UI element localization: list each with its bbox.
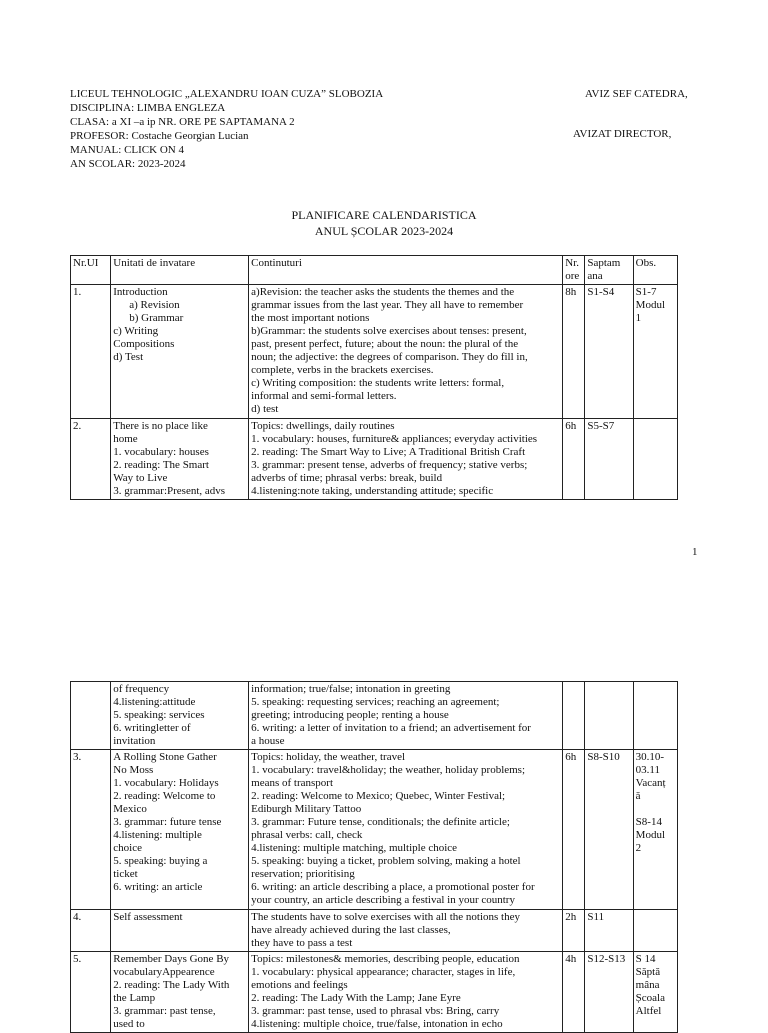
cell-line: a)Revision: the teacher asks the students the themes and the [251, 286, 515, 298]
cell-line: past, present perfect, future; about the noun: the plural of the [251, 338, 519, 350]
cell-line: 5. speaking: buying a ticket, problem solving, making a hotel [251, 855, 521, 867]
cell-obs [633, 285, 677, 419]
header-line: MANUAL: CLICK ON 4 [70, 144, 184, 156]
cell-unit [111, 910, 249, 952]
planning-table-page-1 [70, 255, 678, 500]
header-saptamana: Saptam ana [585, 256, 633, 285]
cell-line: No Moss [113, 764, 154, 776]
cell-line: d) test [251, 403, 279, 415]
table-row [71, 910, 678, 952]
cell-hours: 6h [563, 750, 585, 910]
header-line: PROFESOR: Costache Georgian Lucian [70, 130, 249, 142]
cell-line: Remember Days Gone By [113, 953, 230, 965]
cell-line: ticket [113, 868, 138, 880]
cell-hours: 4h [563, 952, 585, 1033]
cell-unit [111, 285, 249, 419]
cell-weeks: S8-S10 [585, 750, 633, 910]
cell-line: 4.listening: multiple choice, true/false, intonation in echo [251, 1018, 503, 1030]
cell-line: Way to Live [113, 472, 168, 484]
cell-line: Topics: milestones& memories, describing people, education [251, 953, 520, 965]
cell-content [249, 682, 563, 750]
table-row [71, 285, 678, 419]
cell-line: ă [635, 790, 641, 802]
cell-unit [111, 750, 249, 910]
cell-line: mâna [635, 979, 660, 991]
cell-line: Mexico [113, 803, 147, 815]
cell-hours: 2h [563, 910, 585, 952]
cell-line: S8-14 [635, 816, 662, 828]
cell-line: 1 [635, 312, 642, 324]
cell-line: grammar issues from the last year. They all have to remember [251, 299, 524, 311]
cell-line: Compositions [113, 338, 175, 350]
cell-line: reservation; prioritising [251, 868, 355, 880]
cell-line: Introduction [113, 286, 168, 298]
cell-nr: 4. [71, 910, 111, 952]
cell-line: Săptă [635, 966, 661, 978]
cell-line: 2. reading: Welcome to [113, 790, 216, 802]
cell-line: 1. vocabulary: physical appearance; character, stages in life, [251, 966, 516, 978]
planning-table-page-2 [70, 681, 678, 1033]
cell-line: 03.11 [635, 764, 661, 776]
cell-unit [111, 682, 249, 750]
cell-line: adverbs of time; phrasal verbs: break, build [251, 472, 443, 484]
cell-line: 3. grammar:Present, advs [113, 485, 226, 497]
cell-line: the most important notions [251, 312, 370, 324]
cell-content [249, 285, 563, 419]
cell-line: choice [113, 842, 142, 854]
table-row [71, 750, 678, 910]
cell-obs [633, 910, 677, 952]
cell-line: they have to pass a test [251, 937, 353, 949]
cell-content [249, 910, 563, 952]
cell-line: 4.listening:attitude [113, 696, 196, 708]
cell-line: a) Revision [129, 299, 180, 311]
cell-line: c) Writing [113, 325, 159, 337]
cell-line: used to [113, 1018, 145, 1030]
cell-line: 5. speaking: buying a [113, 855, 208, 867]
cell-line: 1. vocabulary: houses, furniture& appliances; everyday activities [251, 433, 538, 445]
cell-weeks [585, 682, 633, 750]
cell-content [249, 750, 563, 910]
table-row [71, 952, 678, 1033]
cell-line: 30.10- [635, 751, 665, 763]
cell-line: home [113, 433, 138, 445]
cell-obs [633, 682, 677, 750]
cell-content [249, 952, 563, 1033]
cell-line: 2. reading: Welcome to Mexico; Quebec, Winter Festival; [251, 790, 506, 802]
cell-line: Self assessment [113, 911, 183, 923]
cell-line: 6. writingletter of [113, 722, 191, 734]
avizat-director: AVIZAT DIRECTOR, [573, 128, 672, 140]
cell-nr: 2. [71, 419, 111, 500]
cell-line: The students have to solve exercises with all the notions they [251, 911, 520, 923]
cell-line: b) Grammar [129, 312, 184, 324]
cell-line: means of transport [251, 777, 334, 789]
cell-line: b)Grammar: the students solve exercises about tenses: present, [251, 325, 527, 337]
cell-hours: 6h [563, 419, 585, 500]
cell-line: S 14 [635, 953, 656, 965]
cell-weeks: S5-S7 [585, 419, 633, 500]
table-row [71, 682, 678, 750]
cell-line: Topics: holiday, the weather, travel [251, 751, 406, 763]
cell-line: 2 [635, 842, 642, 854]
cell-line: Vacanț [635, 777, 666, 789]
header-nr-ore: Nr. ore [563, 256, 585, 285]
cell-line: 3. grammar: future tense [113, 816, 222, 828]
header-line: LICEUL TEHNOLOGIC „ALEXANDRU IOAN CUZA” SLOBOZIA [70, 88, 384, 100]
cell-line: Ediburgh Military Tattoo [251, 803, 362, 815]
header-obs: Obs. [633, 256, 677, 285]
header-continuturi: Continuturi [249, 256, 563, 285]
cell-line: A Rolling Stone Gather [113, 751, 217, 763]
cell-obs [633, 952, 677, 1033]
cell-line: emotions and feelings [251, 979, 348, 991]
cell-line: 5. speaking: services [113, 709, 205, 721]
cell-unit [111, 952, 249, 1033]
cell-line: 3. grammar: past tense, used to phrasal vbs: Bring, carry [251, 1005, 500, 1017]
cell-line: c) Writing composition: the students write letters: formal, [251, 377, 505, 389]
cell-line: There is no place like [113, 420, 208, 432]
cell-nr: 5. [71, 952, 111, 1033]
cell-line: phrasal verbs: call, check [251, 829, 363, 841]
cell-weeks: S12-S13 [585, 952, 633, 1033]
cell-line: d) Test [113, 351, 144, 363]
school-header [70, 87, 490, 171]
cell-line: Altfel [635, 1005, 662, 1017]
cell-hours: 8h [563, 285, 585, 419]
aviz-sef-catedra: AVIZ SEF CATEDRA, [585, 88, 688, 100]
cell-hours [563, 682, 585, 750]
cell-nr [71, 682, 111, 750]
document-subtitle: ANUL ȘCOLAR 2023-2024 [314, 224, 454, 238]
cell-line: 4.listening: multiple [113, 829, 202, 841]
header-line: DISCIPLINA: LIMBA ENGLEZA [70, 102, 226, 114]
cell-line: 4.listening: multiple matching, multiple choice [251, 842, 458, 854]
cell-line: 6. writing: a letter of invitation to a friend; an advertisement for [251, 722, 531, 734]
cell-content [249, 419, 563, 500]
cell-line: have already achieved during the last classes, [251, 924, 451, 936]
cell-line: 2. reading: The Smart Way to Live; A Traditional British Craft [251, 446, 526, 458]
cell-line: 2. reading: The Lady With the Lamp; Jane Eyre [251, 992, 461, 1004]
cell-nr: 3. [71, 750, 111, 910]
cell-obs [633, 750, 677, 910]
cell-line: 2. reading: The Lady With [113, 979, 230, 991]
cell-line: 4.listening:note taking, understanding attitude; specific [251, 485, 494, 497]
page-number: 1 [692, 546, 698, 558]
cell-line: Topics: dwellings, daily routines [251, 420, 395, 432]
cell-line: 2. reading: The Smart [113, 459, 209, 471]
header-line: AN SCOLAR: 2023-2024 [70, 158, 186, 170]
document-title: PLANIFICARE CALENDARISTICA [291, 208, 477, 222]
cell-line: Școala [635, 992, 665, 1004]
cell-line: S1-7 [635, 286, 657, 298]
header-nr-ui: Nr.UI [71, 256, 111, 285]
table-row [71, 419, 678, 500]
cell-line: complete, verbs in the brackets exercises. [251, 364, 434, 376]
cell-nr: 1. [71, 285, 111, 419]
cell-line [636, 803, 675, 816]
cell-weeks: S1-S4 [585, 285, 633, 419]
cell-line: invitation [113, 735, 156, 747]
cell-line: the Lamp [113, 992, 156, 1004]
cell-line: greeting; introducing people; renting a house [251, 709, 449, 721]
header-unitati: Unitati de invatare [111, 256, 249, 285]
table-header-row [71, 256, 678, 285]
cell-line: 6. writing: an article [113, 881, 203, 893]
cell-obs [633, 419, 677, 500]
cell-line: of frequency [113, 683, 170, 695]
cell-line: Modul [635, 299, 666, 311]
cell-line: 3. grammar: present tense, adverbs of frequency; stative verbs; [251, 459, 528, 471]
cell-line: 1. vocabulary: Holidays [113, 777, 219, 789]
header-line: CLASA: a XI –a ip NR. ORE PE SAPTAMANA 2 [70, 116, 295, 128]
cell-line: vocabularyAppearence [113, 966, 215, 978]
cell-line: information; true/false; intonation in greeting [251, 683, 451, 695]
cell-unit [111, 419, 249, 500]
cell-line: 6. writing: an article describing a place, a promotional poster for [251, 881, 535, 893]
cell-line: 3. grammar: Future tense, conditionals; the definite article; [251, 816, 510, 828]
cell-weeks: S11 [585, 910, 633, 952]
cell-line: informal and semi-formal letters. [251, 390, 397, 402]
cell-line: a house [251, 735, 285, 747]
cell-line: 3. grammar: past tense, [113, 1005, 216, 1017]
cell-line: noun; the adjective: the degrees of comparison. They do fill in, [251, 351, 528, 363]
cell-line: 1. vocabulary: houses [113, 446, 209, 458]
cell-line: your country, an article describing a festival in your country [251, 894, 515, 906]
cell-line: 1. vocabulary: travel&holiday; the weather, holiday problems; [251, 764, 526, 776]
cell-line: 5. speaking: requesting services; reaching an agreement; [251, 696, 500, 708]
cell-line: Modul [635, 829, 666, 841]
